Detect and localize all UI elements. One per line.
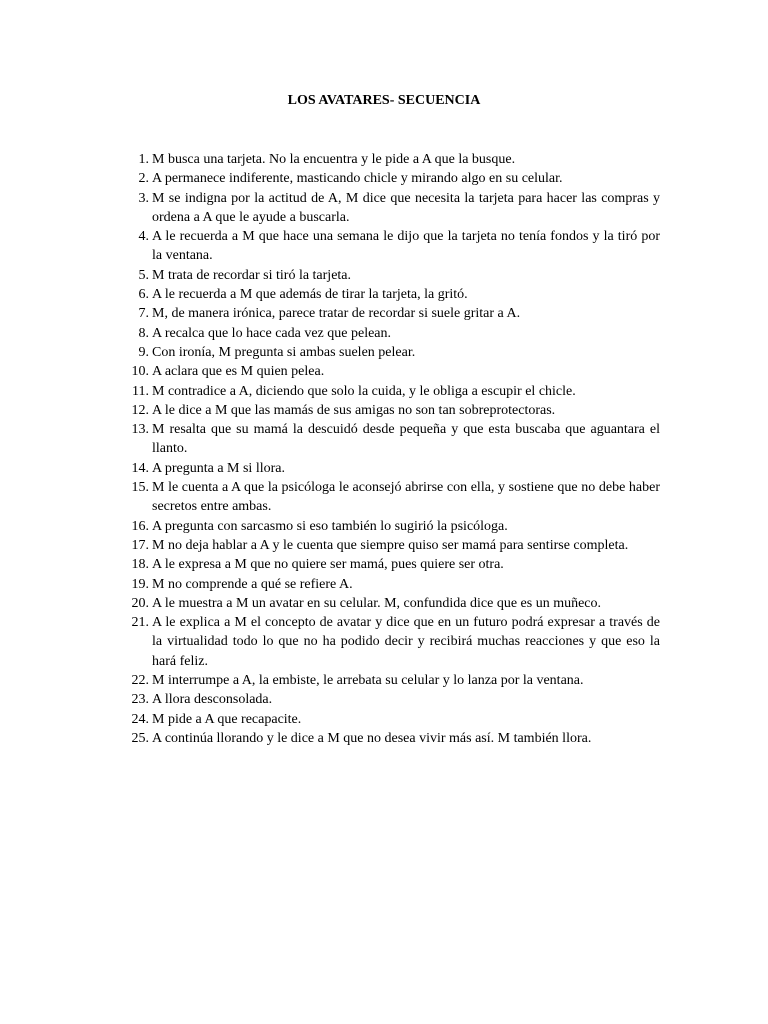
list-item-number: 16 . (123, 517, 149, 536)
list-item-number: 11 . (123, 382, 149, 401)
list-item-text: M le cuenta a A que la psicóloga le aconsejó abrirse con ella, y sostiene que no debe haber secretos entre ambas. (152, 480, 660, 515)
list-item (123, 285, 660, 304)
list-item-text: M contradice a A, diciendo que solo la cuida, y le obliga a escupir el chicle. (152, 383, 576, 399)
list-item-number: 4 . (123, 227, 149, 246)
list-item-number: 24 . (123, 710, 149, 729)
list-item-number: 6 . (123, 285, 149, 304)
list-item-number: 18 . (123, 555, 149, 574)
list-item (123, 382, 660, 401)
list-item (123, 227, 660, 266)
list-item-text: A le explica a M el concepto de avatar y dice que en un futuro podrá expresar a través de la virtualidad todo lo que no ha podido decir y recibirá muchas reacciones y que eso la hará feliz. (152, 615, 660, 669)
list-item (123, 401, 660, 420)
list-item-number: 8 . (123, 324, 149, 343)
list-item (123, 304, 660, 323)
list-item (123, 555, 660, 574)
list-item-number: 5 . (123, 266, 149, 285)
list-item-text: M resalta que su mamá la descuidó desde pequeña y que esta buscaba que aguantara el llanto. (152, 422, 660, 457)
list-item-text: M trata de recordar si tiró la tarjeta. (152, 267, 352, 283)
list-item (123, 613, 660, 671)
list-item (123, 343, 660, 362)
list-item (123, 459, 660, 478)
list-item-text: A recalca que lo hace cada vez que pelean. (152, 325, 392, 341)
list-item (123, 517, 660, 536)
list-item-number: 22 . (123, 671, 149, 690)
list-item-text: A continúa llorando y le dice a M que no desea vivir más así. M también llora. (152, 730, 592, 746)
list-item-number: 7 . (123, 304, 149, 323)
list-item-number: 19 . (123, 575, 149, 594)
list-item-number: 2 . (123, 169, 149, 188)
list-item-number: 13 . (123, 420, 149, 439)
list-item (123, 536, 660, 555)
list-item (123, 594, 660, 613)
list-item-text: Con ironía, M pregunta si ambas suelen pelear. (152, 344, 416, 360)
list-item-number: 14 . (123, 459, 149, 478)
list-item (123, 478, 660, 517)
list-item-number: 10 . (123, 362, 149, 381)
list-item-number: 20 . (123, 594, 149, 613)
list-item (123, 420, 660, 459)
list-item (123, 575, 660, 594)
list-item-number: 12 . (123, 401, 149, 420)
list-item-text: A le recuerda a M que además de tirar la tarjeta, la gritó. (152, 287, 468, 303)
list-item-number: 9 . (123, 343, 149, 362)
list-item (123, 690, 660, 709)
list-item-text: M, de manera irónica, parece tratar de recordar si suele gritar a A. (152, 306, 521, 322)
list-item (123, 362, 660, 381)
list-item (123, 189, 660, 228)
list-item (123, 671, 660, 690)
list-item (123, 169, 660, 188)
list-item-number: 23 . (123, 690, 149, 709)
sequence-list (123, 150, 660, 748)
list-item-number: 25 . (123, 729, 149, 748)
list-item-text: A le dice a M que las mamás de sus amigas no son tan sobreprotectoras. (152, 402, 556, 418)
list-item-number: 3 . (123, 189, 149, 208)
list-item-text: M busca una tarjeta. No la encuentra y le pide a A que la busque. (152, 152, 516, 167)
list-item (123, 266, 660, 285)
list-item-text: M interrumpe a A, la embiste, le arrebata su celular y lo lanza por la ventana. (152, 673, 584, 689)
list-item (123, 150, 660, 169)
list-item-text: M pide a A que recapacite. (152, 711, 302, 727)
list-item-text: A aclara que es M quien pelea. (152, 364, 325, 380)
list-item-number: 15 . (123, 478, 149, 497)
list-item-text: M no comprende a qué se refiere A. (152, 576, 353, 592)
list-item-text: A permanece indiferente, masticando chicle y mirando algo en su celular. (152, 171, 563, 187)
list-item-text: M no deja hablar a A y le cuenta que siempre quiso ser mamá para sentirse completa. (152, 537, 629, 553)
list-item-text: M se indigna por la actitud de A, M dice que necesita la tarjeta para hacer las compras y ordena a A que le ayude a buscarla. (152, 190, 660, 225)
list-item-text: A le muestra a M un avatar en su celular. M, confundida dice que es un muñeco. (152, 595, 602, 611)
list-item-text: A llora desconsolada. (152, 692, 273, 708)
list-item-number: 17 . (123, 536, 149, 555)
list-item-text: A pregunta con sarcasmo si eso también lo sugirió la psicóloga. (152, 518, 508, 534)
list-item-number: 1 . (123, 150, 149, 169)
list-item-number: 21 . (123, 613, 149, 632)
list-item (123, 710, 660, 729)
page-title: LOS AVATARES- SECUENCIA (287, 93, 481, 108)
list-item-text: A le recuerda a M que hace una semana le dijo que la tarjeta no tenía fondos y la tiró por la ventana. (152, 229, 660, 264)
list-item (123, 324, 660, 343)
list-item-text: A pregunta a M si llora. (152, 460, 285, 476)
list-item-text: A le expresa a M que no quiere ser mamá, pues quiere ser otra. (152, 557, 504, 573)
list-item (123, 729, 660, 748)
